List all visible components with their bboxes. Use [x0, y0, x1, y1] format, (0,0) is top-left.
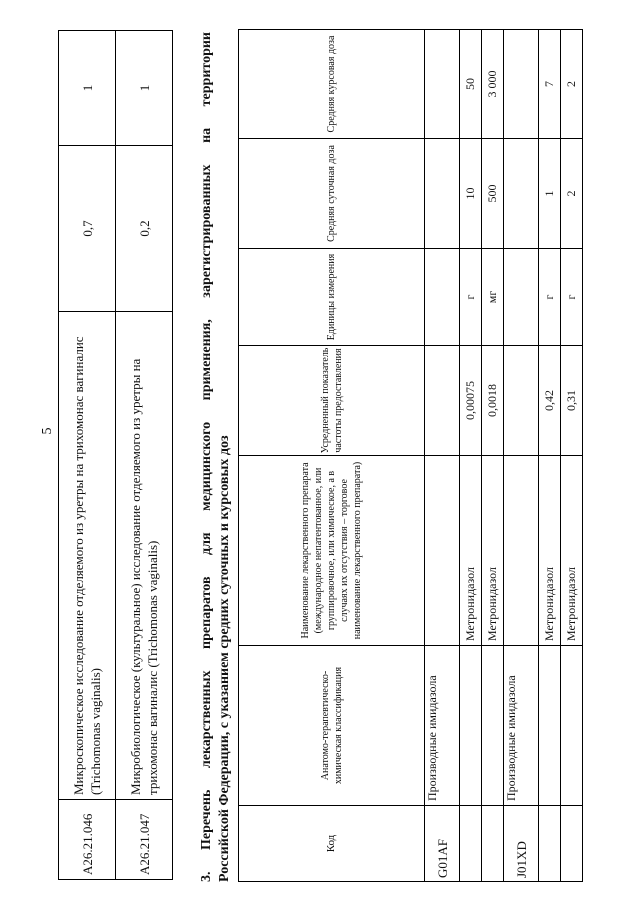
drug-unit: г	[561, 249, 583, 346]
drug-daily: 500	[482, 139, 504, 249]
header-code: Код	[239, 806, 425, 882]
group-atc: Производные имидазола	[504, 646, 539, 806]
group-row	[504, 30, 539, 882]
drug-course: 2	[561, 30, 583, 139]
table-row	[460, 30, 482, 882]
page-number: 5	[40, 427, 55, 435]
drug-course: 7	[539, 30, 561, 139]
drug-course: 3 000	[482, 30, 504, 139]
service-name: Микробиологическое (культуральное) исследование отделяемого из уретры на трихомонас вагиналис (Trichomonas vaginalis)	[116, 312, 173, 800]
group-code: G01AF	[425, 806, 460, 882]
drug-name: Метронидазол	[561, 456, 583, 646]
drug-daily: 1	[539, 139, 561, 249]
table-row	[561, 30, 583, 882]
header-daily-dose: Средняя суточная доза	[239, 139, 425, 249]
drug-frequency: 0,0018	[482, 346, 504, 456]
service-multiplicity: 1	[59, 31, 116, 146]
header-units: Единицы измерения	[239, 249, 425, 346]
drug-name: Метронидазол	[482, 456, 504, 646]
medicines-table	[238, 29, 583, 882]
drug-frequency: 0,00075	[460, 346, 482, 456]
service-name: Микроскопическое исследование отделяемого из уретры на трихомонас вагиналис (Trichomonas vaginalis)	[59, 312, 116, 800]
service-frequency: 0,7	[59, 146, 116, 312]
table-row	[116, 31, 173, 880]
drug-unit: мг	[482, 249, 504, 346]
service-code: A26.21.046	[59, 800, 116, 880]
header-frequency: Усредненный показатель частоты предоставления	[239, 346, 425, 456]
table-row	[539, 30, 561, 882]
drug-frequency: 0,31	[561, 346, 583, 456]
section-heading-line1: 3. Перечень лекарственных препаратов для медицинского применения, зарегистрированных на территории	[199, 32, 214, 882]
drug-unit: г	[460, 249, 482, 346]
section-heading-line2: Российской Федерации, с указанием средних суточных и курсовых доз	[217, 435, 232, 882]
drug-name: Метронидазол	[460, 456, 482, 646]
drug-daily: 2	[561, 139, 583, 249]
drug-name: Метронидазол	[539, 456, 561, 646]
service-frequency: 0,2	[116, 146, 173, 312]
drug-frequency: 0,42	[539, 346, 561, 456]
table-row	[482, 30, 504, 882]
header-row	[239, 30, 425, 882]
services-table	[58, 30, 173, 880]
header-atc: Анатомо-терапевтическо-химическая классификация	[239, 646, 425, 806]
rotated-page-content	[58, 30, 578, 880]
service-code: A26.21.047	[116, 800, 173, 880]
group-row	[425, 30, 460, 882]
drug-unit: г	[539, 249, 561, 346]
header-course-dose: Средняя курсовая доза	[239, 30, 425, 139]
group-code: J01XD	[504, 806, 539, 882]
group-atc: Производные имидазола	[425, 646, 460, 806]
section-heading	[198, 32, 234, 882]
drug-daily: 10	[460, 139, 482, 249]
table-row	[59, 31, 116, 880]
drug-course: 50	[460, 30, 482, 139]
service-multiplicity: 1	[116, 31, 173, 146]
header-drug-name: Наименование лекарственного препарата (международное непатентованное, или группировочное, или химическое, а в случаях их отсутствия – торговое наименование лекарственного препарата)	[239, 456, 425, 646]
